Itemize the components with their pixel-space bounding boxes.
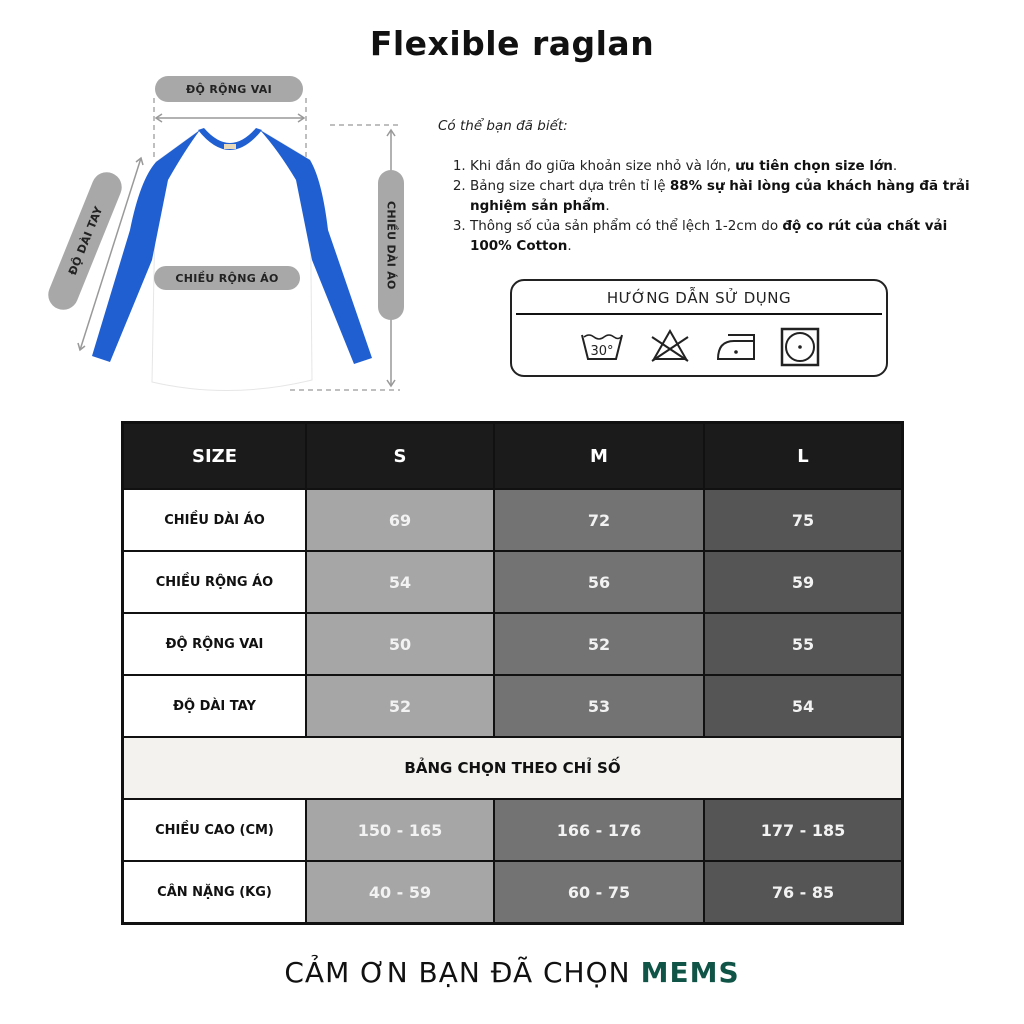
cell-s: 52 [306,675,494,737]
size-chart-table [121,421,904,925]
row-label: CHIỀU DÀI ÁO [123,489,306,551]
care-divider [516,313,882,315]
svg-text:30°: 30° [590,344,614,359]
row-label: CHIỀU CAO (CM) [123,799,306,861]
tip-tail: . [567,238,572,254]
cell-l: 76 - 85 [704,861,902,923]
tip-emphasis: độ co rút của chất vải 100% Cotton [470,218,948,254]
cell-m: 60 - 75 [494,861,704,923]
cell-m: 166 - 176 [494,799,704,861]
chest-width-label: CHIỀU RỘNG ÁO [154,266,300,290]
no-bleach-icon [648,327,692,367]
cell-s: 150 - 165 [306,799,494,861]
cell-l: 75 [704,489,902,551]
thank-you-footer [0,956,1024,989]
tip-text: Bảng size chart dựa trên tỉ lệ [470,178,670,194]
body-length-label: CHIỀU DÀI ÁO [378,170,404,320]
table-row [123,799,902,861]
raglan-shirt-illustration [60,70,420,400]
table-row [123,613,902,675]
tip-emphasis: 88% sự hài lòng của khách hàng đã trải nghiệm sản phẩm [470,178,970,214]
row-label: ĐỘ DÀI TAY [123,675,306,737]
thank-you-text: CẢM ƠN BẠN ĐÃ CHỌN [284,956,631,989]
section-header-row [123,737,902,799]
header-s: S [306,423,494,489]
header-l: L [704,423,902,489]
cell-s: 54 [306,551,494,613]
tip-tail: . [605,198,610,214]
cell-l: 54 [704,675,902,737]
tips-section [438,118,978,256]
cell-l: 55 [704,613,902,675]
row-label: ĐỘ RỘNG VAI [123,613,306,675]
tip-item [470,176,978,216]
cell-s: 50 [306,613,494,675]
header-size: SIZE [123,423,306,489]
sleeve-length-text: ĐỘ DÀI TAY [65,204,105,278]
tip-emphasis: ưu tiên chọn size lớn [735,158,893,174]
row-label: CÂN NẶNG (KG) [123,861,306,923]
tip-tail: . [892,158,898,174]
table-row [123,861,902,923]
cell-m: 56 [494,551,704,613]
shoulder-width-label: ĐỘ RỘNG VAI [155,76,303,102]
care-instructions-box [510,279,888,377]
cell-s: 69 [306,489,494,551]
table-row [123,551,902,613]
care-title: HƯỚNG DẪN SỬ DỤNG [606,289,792,307]
cell-s: 40 - 59 [306,861,494,923]
iron-low-icon [714,327,758,367]
tip-item [470,156,978,176]
page-title: Flexible raglan [369,24,655,63]
care-icons [512,327,886,367]
tumble-dry-icon [780,327,820,367]
table-row [123,489,902,551]
cell-m: 72 [494,489,704,551]
cell-m: 52 [494,613,704,675]
wash-30-icon [578,327,626,367]
tip-text: Khi đắn đo giữa khoản size nhỏ và lớn, [470,158,736,174]
table-row [123,675,902,737]
table-header-row [123,423,902,489]
cell-l: 59 [704,551,902,613]
cell-m: 53 [494,675,704,737]
shirt-diagram [60,70,420,400]
tips-intro: Có thể bạn đã biết: [438,118,568,134]
tip-text: Thông số của sản phẩm có thể lệch 1-2cm do [470,218,783,234]
cell-l: 177 - 185 [704,799,902,861]
tips-list [438,156,978,256]
row-label: CHIỀU RỘNG ÁO [123,551,306,613]
header-m: M [494,423,704,489]
section-title: BẢNG CHỌN THEO CHỈ SỐ [123,737,902,799]
brand-name: MEMS [640,956,740,989]
tip-item [470,216,978,256]
